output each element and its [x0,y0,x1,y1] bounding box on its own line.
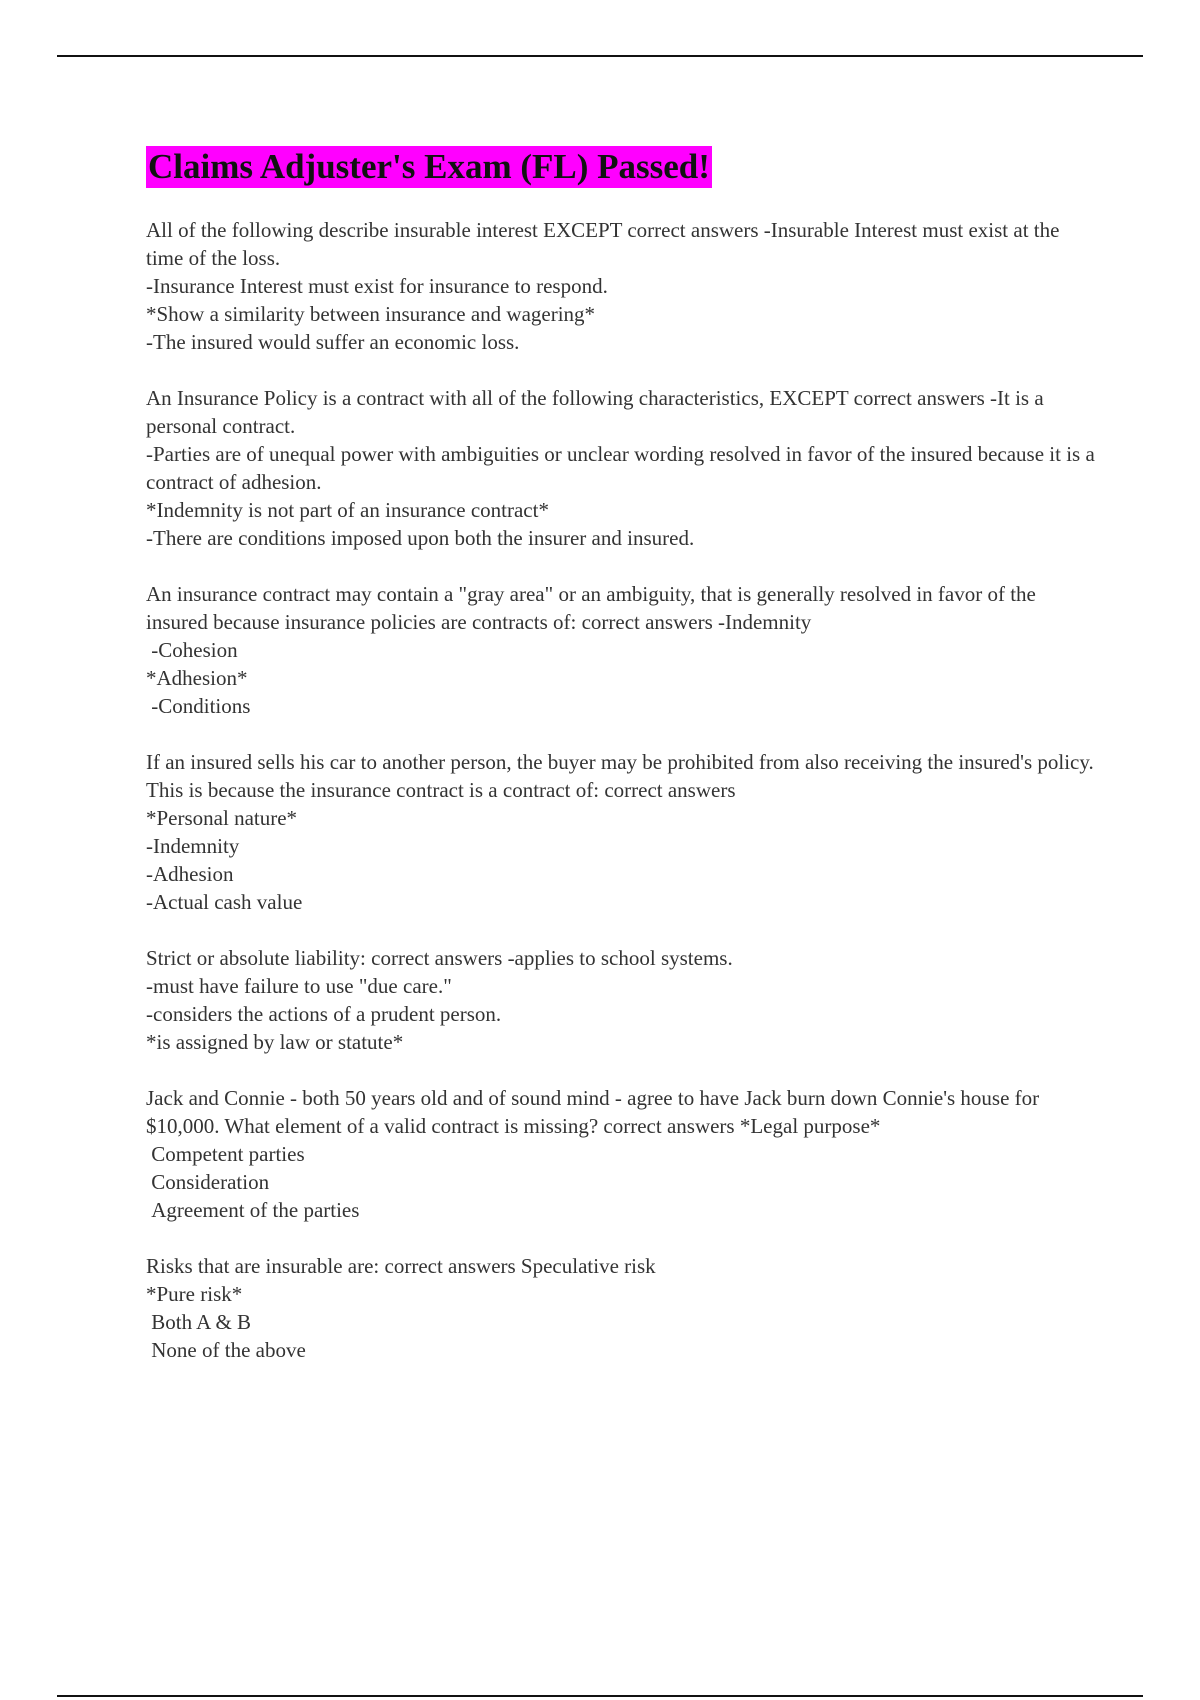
answer-option: -Actual cash value [146,890,303,914]
answer-option-correct: *Indemnity is not part of an insurance contract* [146,498,549,522]
question-block [146,1084,1096,1224]
question-text: Strict or absolute liability: correct answers -applies to school systems. [146,946,733,970]
answer-option: -Parties are of unequal power with ambiguities or unclear wording resolved in favor of the insured because it is a contract of adhesion. [146,442,1101,494]
question-block [146,1252,1096,1364]
answer-option: Agreement of the parties [146,1198,360,1222]
question-text: Jack and Connie - both 50 years old and of sound mind - agree to have Jack burn down Connie's house for $10,000. What element of a valid contract is missing? correct answers *Legal purpose* [146,1086,1045,1138]
answer-option: -Cohesion [146,638,238,662]
answer-option: Competent parties [146,1142,305,1166]
document-title: Claims Adjuster's Exam (FL) Passed! [148,147,710,186]
document-body [146,146,1101,1364]
question-text: Risks that are insurable are: correct answers Speculative risk [146,1254,656,1278]
page-bottom-rule [57,1695,1143,1697]
answer-option: -Conditions [146,694,251,718]
answer-option: -Insurance Interest must exist for insurance to respond. [146,274,608,298]
question-text: All of the following describe insurable interest EXCEPT correct answers -Insurable Interest must exist at the time of the loss. [146,218,1065,270]
question-block [146,748,1099,916]
answer-option-correct: *Show a similarity between insurance and wagering* [146,302,596,326]
answer-option: -must have failure to use "due care." [146,974,452,998]
question-block [146,384,1101,552]
answer-option: -The insured would suffer an economic loss. [146,330,520,354]
question-text: An Insurance Policy is a contract with all of the following characteristics, EXCEPT correct answers -It is a personal contract. [146,386,1049,438]
question-block [146,944,1096,1056]
question-text: If an insured sells his car to another person, the buyer may be prohibited from also receiving the insured's policy. This is because the insurance contract is a contract of: correct answers [146,750,1099,802]
answer-option: -There are conditions imposed upon both the insurer and insured. [146,526,695,550]
question-text: An insurance contract may contain a "gray area" or an ambiguity, that is generally resolved in favor of the insured because insurance policies are contracts of: correct answers -Indemnity [146,582,1042,634]
answer-option: -Adhesion [146,862,234,886]
answer-option: -Indemnity [146,834,240,858]
question-block [146,580,1096,720]
answer-option-correct: *Adhesion* [146,666,248,690]
answer-option-correct: *is assigned by law or statute* [146,1030,404,1054]
answer-option: -considers the actions of a prudent person. [146,1002,502,1026]
question-block [146,216,1096,356]
answer-option: None of the above [146,1338,306,1362]
answer-option: Consideration [146,1170,270,1194]
answer-option-correct: *Personal nature* [146,806,298,830]
page-top-rule [57,55,1143,57]
answer-option-correct: *Pure risk* [146,1282,243,1306]
answer-option: Both A & B [146,1310,252,1334]
